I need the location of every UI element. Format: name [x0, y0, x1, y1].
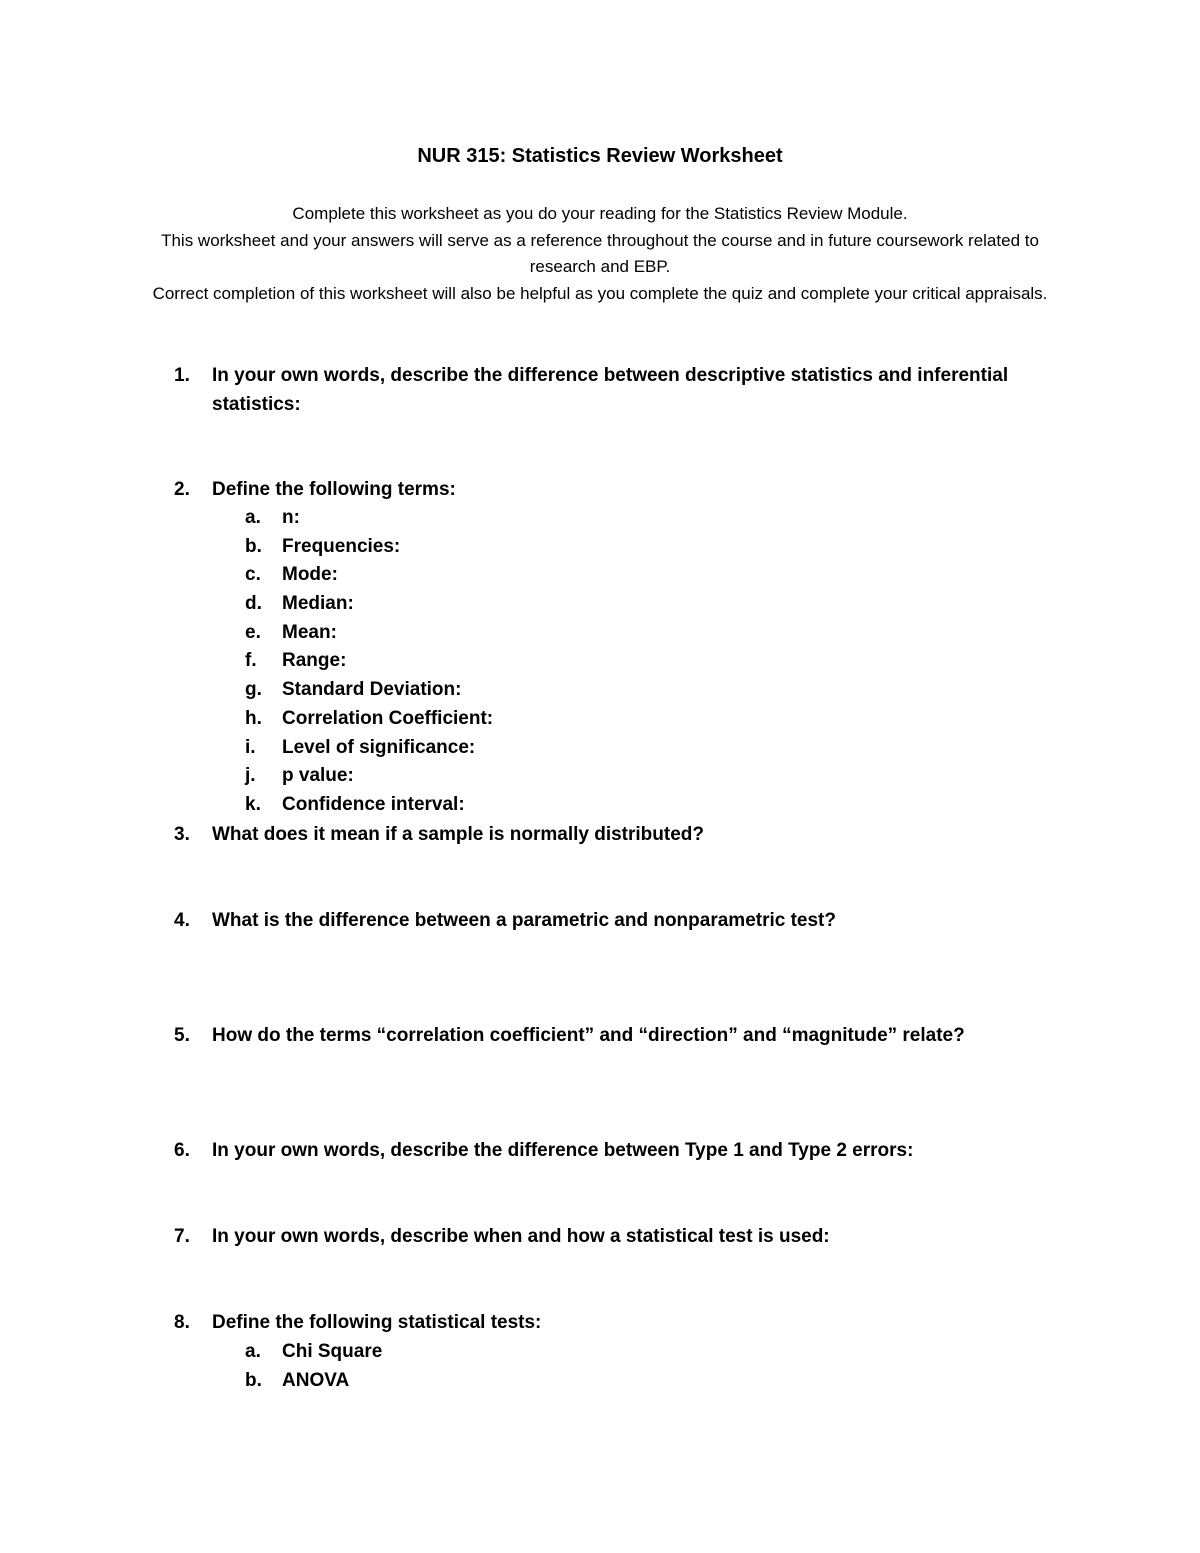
question-3	[174, 820, 1074, 849]
item-text: Range:	[282, 650, 347, 672]
question-5	[174, 1021, 1074, 1050]
question-number: 1.	[174, 365, 190, 386]
item-text: Mean:	[282, 621, 337, 643]
question-text: In your own words, describe the difference between Type 1 and Type 2 errors:	[212, 1140, 914, 1161]
item-letter: a.	[245, 1341, 261, 1362]
list-item	[245, 762, 945, 791]
item-letter: k.	[245, 793, 261, 815]
list-item	[245, 561, 945, 590]
question-text: In your own words, describe the difference between descriptive statistics and inferential statistics:	[212, 365, 1009, 415]
question-text: In your own words, describe when and how a statistical test is used:	[212, 1226, 830, 1247]
list-item	[245, 619, 945, 648]
question-7	[174, 1222, 1074, 1251]
item-letter: j.	[245, 765, 256, 787]
item-letter: c.	[245, 564, 261, 586]
item-text: Chi Square	[282, 1341, 383, 1362]
list-item	[245, 734, 945, 763]
question-number: 5.	[174, 1025, 190, 1046]
question-text: Define the following terms:	[212, 479, 456, 500]
item-text: Confidence interval:	[282, 793, 465, 815]
question-number: 7.	[174, 1226, 190, 1247]
item-letter: d.	[245, 593, 262, 615]
list-item	[245, 1338, 945, 1367]
intro-paragraph: Correct completion of this worksheet will also be helpful as you complete the quiz and complete your critical appraisals.	[152, 283, 1048, 303]
list-item	[245, 590, 945, 619]
intro-block	[150, 201, 1050, 307]
question-6	[174, 1136, 1074, 1165]
list-item	[245, 705, 945, 734]
item-letter: b.	[245, 1369, 262, 1391]
question-2	[174, 475, 1074, 504]
question-number: 2.	[174, 479, 190, 500]
question-text: What does it mean if a sample is normally distributed?	[212, 824, 704, 845]
terms-list	[245, 504, 945, 820]
item-letter: f.	[245, 650, 257, 672]
question-number: 6.	[174, 1140, 190, 1161]
item-text: Level of significance:	[282, 736, 476, 758]
item-letter: i.	[245, 736, 256, 758]
tests-list	[245, 1338, 945, 1395]
list-item	[245, 1367, 945, 1396]
intro-paragraph: Complete this worksheet as you do your reading for the Statistics Review Module.	[292, 204, 908, 223]
item-letter: h.	[245, 707, 262, 729]
list-item	[245, 676, 945, 705]
item-letter: b.	[245, 535, 262, 557]
item-text: p value:	[282, 765, 354, 787]
question-number: 3.	[174, 824, 190, 845]
question-number: 4.	[174, 910, 190, 931]
item-letter: e.	[245, 621, 261, 643]
question-text: What is the difference between a parametric and nonparametric test?	[212, 910, 836, 931]
page-title: NUR 315: Statistics Review Worksheet	[417, 145, 783, 167]
question-1	[174, 361, 1074, 419]
item-text: ANOVA	[282, 1369, 350, 1391]
question-8	[174, 1308, 1074, 1337]
item-text: n:	[282, 507, 300, 528]
item-text: Frequencies:	[282, 535, 401, 557]
list-item	[245, 504, 945, 533]
question-4	[174, 906, 1074, 935]
item-text: Median:	[282, 593, 354, 615]
question-number: 8.	[174, 1312, 190, 1333]
intro-paragraph: This worksheet and your answers will serve as a reference throughout the course and in future coursework related to research and EBP.	[161, 230, 1039, 276]
list-item	[245, 791, 945, 820]
item-text: Standard Deviation:	[282, 679, 462, 701]
question-text: How do the terms “correlation coefficient” and “direction” and “magnitude” relate?	[212, 1025, 965, 1046]
question-text: Define the following statistical tests:	[212, 1312, 542, 1333]
item-letter: g.	[245, 679, 262, 701]
item-letter: a.	[245, 507, 261, 528]
list-item	[245, 647, 945, 676]
item-text: Correlation Coefficient:	[282, 707, 494, 729]
list-item	[245, 533, 945, 562]
item-text: Mode:	[282, 564, 338, 586]
